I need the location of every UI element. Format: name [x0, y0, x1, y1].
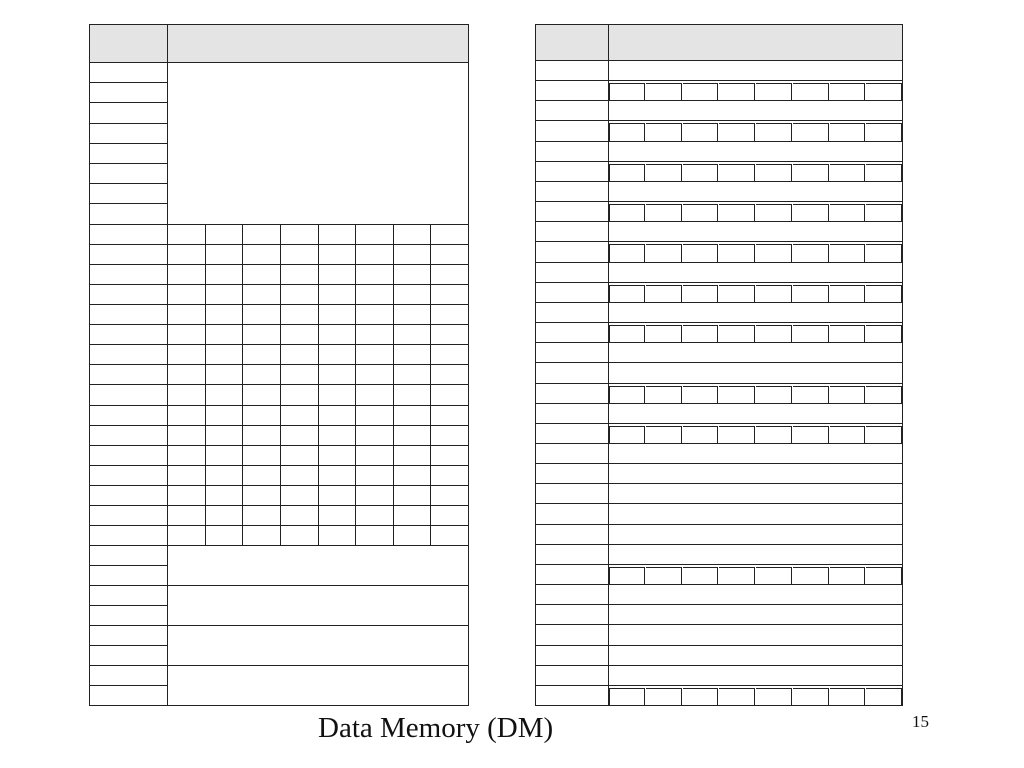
grid-line — [717, 164, 718, 181]
grid-line — [609, 83, 645, 84]
grid-line — [89, 304, 468, 305]
grid-line — [830, 285, 866, 286]
grid-line — [864, 325, 865, 342]
grid-line — [719, 688, 755, 689]
grid-line — [828, 123, 829, 140]
grid-line — [828, 325, 829, 342]
grid-line — [901, 244, 902, 261]
grid-line — [205, 224, 206, 546]
grid-line — [901, 164, 902, 181]
left-table-header-byte — [90, 25, 167, 62]
grid-line — [901, 325, 902, 342]
grid-line — [793, 688, 829, 689]
grid-line — [535, 161, 902, 162]
grid-line — [646, 688, 682, 689]
grid-line — [681, 164, 682, 181]
grid-line — [609, 567, 610, 584]
grid-line — [535, 564, 902, 565]
grid-line — [644, 164, 645, 181]
grid-line — [609, 285, 610, 302]
grid-line — [535, 665, 902, 666]
grid-line — [901, 688, 902, 705]
grid-line — [535, 503, 902, 504]
grid-line — [754, 688, 755, 705]
grid-line — [719, 567, 755, 568]
grid-line — [535, 584, 902, 585]
grid-line — [644, 244, 645, 261]
grid-line — [681, 123, 682, 140]
grid-line — [866, 204, 902, 205]
grid-line — [89, 565, 167, 566]
left-table-header — [168, 25, 468, 62]
grid-line — [717, 325, 718, 342]
grid-line — [830, 386, 866, 387]
grid-line — [644, 426, 645, 443]
grid-line — [791, 244, 792, 261]
grid-line — [791, 285, 792, 302]
grid-line — [864, 164, 865, 181]
grid-line — [89, 665, 468, 666]
grid-line — [89, 163, 167, 164]
grid-line — [535, 221, 902, 222]
grid-line — [830, 244, 866, 245]
grid-line — [717, 567, 718, 584]
grid-line — [830, 567, 866, 568]
grid-line — [683, 244, 719, 245]
grid-line — [756, 386, 792, 387]
grid-line — [864, 567, 865, 584]
grid-line — [719, 204, 755, 205]
grid-line — [89, 264, 468, 265]
grid-line — [89, 102, 167, 103]
grid-line — [683, 325, 719, 326]
grid-line — [609, 244, 645, 245]
slide-title: Data Memory (DM) — [318, 712, 554, 744]
grid-line — [828, 164, 829, 181]
grid-line — [89, 525, 468, 526]
grid-line — [901, 83, 902, 100]
grid-line — [830, 325, 866, 326]
grid-line — [791, 204, 792, 221]
grid-line — [754, 325, 755, 342]
grid-line — [609, 426, 610, 443]
grid-line — [681, 325, 682, 342]
grid-line — [681, 285, 682, 302]
grid-line — [609, 386, 645, 387]
grid-line — [901, 285, 902, 302]
grid-line — [535, 241, 902, 242]
grid-line — [828, 688, 829, 705]
grid-line — [609, 688, 610, 705]
grid-line — [791, 567, 792, 584]
grid-line — [717, 426, 718, 443]
grid-line — [644, 567, 645, 584]
grid-line — [535, 141, 902, 142]
grid-line — [864, 426, 865, 443]
grid-line — [89, 685, 167, 686]
grid-line — [866, 123, 902, 124]
grid-line — [535, 302, 902, 303]
grid-line — [754, 164, 755, 181]
grid-line — [866, 426, 902, 427]
grid-line — [535, 80, 902, 81]
grid-line — [355, 224, 356, 546]
grid-line — [828, 244, 829, 261]
grid-line — [681, 244, 682, 261]
grid-line — [89, 324, 468, 325]
grid-line — [717, 204, 718, 221]
grid-line — [717, 83, 718, 100]
grid-line — [89, 645, 167, 646]
grid-line — [89, 244, 468, 245]
grid-line — [609, 204, 645, 205]
grid-line — [793, 386, 829, 387]
grid-line — [683, 123, 719, 124]
grid-line — [756, 285, 792, 286]
grid-line — [535, 624, 902, 625]
grid-line — [754, 244, 755, 261]
grid-line — [756, 688, 792, 689]
grid-line — [535, 262, 902, 263]
grid-line — [830, 83, 866, 84]
grid-line — [609, 325, 610, 342]
grid-line — [828, 204, 829, 221]
grid-line — [830, 164, 866, 165]
grid-line — [754, 426, 755, 443]
grid-line — [866, 688, 902, 689]
grid-line — [719, 386, 755, 387]
grid-line — [535, 362, 902, 363]
grid-line — [646, 567, 682, 568]
grid-line — [754, 83, 755, 100]
grid-line — [535, 342, 902, 343]
grid-line — [609, 688, 645, 689]
grid-line — [89, 445, 468, 446]
grid-line — [756, 567, 792, 568]
grid-line — [535, 181, 902, 182]
grid-line — [644, 688, 645, 705]
grid-line — [864, 204, 865, 221]
grid-line — [717, 688, 718, 705]
grid-line — [683, 567, 719, 568]
grid-line — [791, 123, 792, 140]
grid-line — [89, 344, 468, 345]
grid-line — [89, 143, 167, 144]
grid-line — [830, 204, 866, 205]
grid-line — [609, 426, 645, 427]
grid-line — [793, 83, 829, 84]
grid-line — [901, 426, 902, 443]
grid-line — [864, 688, 865, 705]
grid-line — [318, 224, 319, 546]
grid-line — [393, 224, 394, 546]
grid-line — [646, 426, 682, 427]
grid-line — [89, 625, 468, 626]
grid-line — [793, 204, 829, 205]
grid-line — [535, 443, 902, 444]
grid-line — [535, 685, 902, 686]
grid-line — [901, 123, 902, 140]
grid-line — [646, 285, 682, 286]
grid-line — [535, 524, 902, 525]
grid-line — [756, 204, 792, 205]
grid-line — [901, 204, 902, 221]
grid-line — [681, 386, 682, 403]
grid-line — [644, 285, 645, 302]
grid-line — [646, 325, 682, 326]
grid-line — [791, 426, 792, 443]
grid-line — [791, 688, 792, 705]
grid-line — [646, 204, 682, 205]
grid-line — [719, 164, 755, 165]
grid-line — [717, 123, 718, 140]
grid-line — [535, 60, 902, 61]
grid-line — [89, 485, 468, 486]
grid-line — [535, 120, 902, 121]
grid-line — [866, 386, 902, 387]
grid-line — [717, 244, 718, 261]
grid-line — [830, 688, 866, 689]
grid-line — [793, 567, 829, 568]
grid-line — [793, 123, 829, 124]
page-number: 15 — [912, 712, 929, 731]
grid-line — [864, 244, 865, 261]
grid-line — [754, 204, 755, 221]
grid-line — [754, 123, 755, 140]
grid-line — [864, 386, 865, 403]
grid-line — [89, 82, 167, 83]
grid-line — [535, 403, 902, 404]
grid-line — [754, 567, 755, 584]
grid-line — [89, 505, 468, 506]
grid-line — [609, 244, 610, 261]
grid-line — [609, 386, 610, 403]
grid-line — [828, 386, 829, 403]
grid-line — [830, 426, 866, 427]
grid-line — [609, 164, 645, 165]
grid-line — [89, 585, 468, 586]
grid-line — [535, 544, 902, 545]
grid-line — [89, 545, 468, 546]
grid-line — [609, 285, 645, 286]
grid-line — [793, 164, 829, 165]
grid-line — [717, 285, 718, 302]
grid-line — [866, 164, 902, 165]
grid-line — [644, 123, 645, 140]
grid-line — [89, 384, 468, 385]
grid-line — [89, 605, 167, 606]
grid-line — [644, 204, 645, 221]
grid-line — [793, 426, 829, 427]
grid-line — [535, 423, 902, 424]
grid-line — [609, 123, 610, 140]
grid-line — [535, 604, 902, 605]
grid-line — [791, 164, 792, 181]
grid-line — [683, 285, 719, 286]
grid-line — [535, 322, 902, 323]
grid-line — [864, 83, 865, 100]
grid-line — [828, 285, 829, 302]
grid-line — [866, 83, 902, 84]
grid-line — [793, 285, 829, 286]
grid-line — [681, 204, 682, 221]
grid-line — [719, 83, 755, 84]
grid-line — [828, 426, 829, 443]
grid-line — [681, 688, 682, 705]
grid-line — [535, 483, 902, 484]
grid-line — [901, 567, 902, 584]
grid-line — [719, 325, 755, 326]
grid-line — [242, 224, 243, 546]
grid-line — [89, 183, 167, 184]
grid-line — [754, 285, 755, 302]
grid-line — [683, 426, 719, 427]
grid-line — [681, 426, 682, 443]
grid-line — [756, 325, 792, 326]
grid-line — [89, 465, 468, 466]
grid-line — [683, 83, 719, 84]
grid-line — [756, 164, 792, 165]
grid-line — [719, 123, 755, 124]
grid-line — [719, 244, 755, 245]
grid-line — [681, 83, 682, 100]
grid-line — [864, 285, 865, 302]
grid-line — [430, 224, 431, 546]
grid-line — [828, 83, 829, 100]
grid-line — [756, 123, 792, 124]
grid-line — [609, 567, 645, 568]
grid-line — [609, 123, 645, 124]
grid-line — [89, 62, 468, 63]
grid-line — [756, 426, 792, 427]
grid-line — [683, 164, 719, 165]
grid-line — [609, 164, 610, 181]
grid-line — [89, 203, 167, 204]
grid-line — [681, 567, 682, 584]
grid-line — [866, 325, 902, 326]
grid-line — [535, 201, 902, 202]
grid-line — [646, 123, 682, 124]
grid-line — [791, 386, 792, 403]
grid-line — [535, 645, 902, 646]
grid-line — [791, 83, 792, 100]
grid-line — [280, 224, 281, 546]
grid-line — [719, 285, 755, 286]
grid-line — [644, 83, 645, 100]
grid-line — [644, 325, 645, 342]
grid-line — [719, 426, 755, 427]
grid-line — [756, 244, 792, 245]
grid-line — [717, 386, 718, 403]
grid-line — [535, 282, 902, 283]
grid-line — [866, 567, 902, 568]
grid-line — [756, 83, 792, 84]
grid-line — [89, 123, 167, 124]
right-table-header-byte — [536, 25, 608, 60]
grid-line — [828, 567, 829, 584]
grid-line — [793, 244, 829, 245]
grid-line — [89, 224, 468, 225]
right-table-header — [609, 25, 902, 60]
grid-line — [644, 386, 645, 403]
grid-line — [830, 123, 866, 124]
grid-line — [791, 325, 792, 342]
grid-line — [535, 383, 902, 384]
grid-line — [535, 463, 902, 464]
grid-line — [89, 284, 468, 285]
grid-line — [864, 123, 865, 140]
grid-line — [646, 83, 682, 84]
grid-line — [609, 83, 610, 100]
grid-line — [866, 285, 902, 286]
grid-line — [609, 325, 645, 326]
grid-line — [89, 364, 468, 365]
grid-line — [793, 325, 829, 326]
grid-line — [89, 425, 468, 426]
grid-line — [89, 405, 468, 406]
grid-line — [901, 386, 902, 403]
grid-line — [683, 386, 719, 387]
grid-line — [754, 386, 755, 403]
grid-line — [646, 164, 682, 165]
grid-line — [646, 244, 682, 245]
grid-line — [646, 386, 682, 387]
grid-line — [609, 204, 610, 221]
grid-line — [535, 100, 902, 101]
grid-line — [866, 244, 902, 245]
grid-line — [683, 688, 719, 689]
grid-line — [683, 204, 719, 205]
